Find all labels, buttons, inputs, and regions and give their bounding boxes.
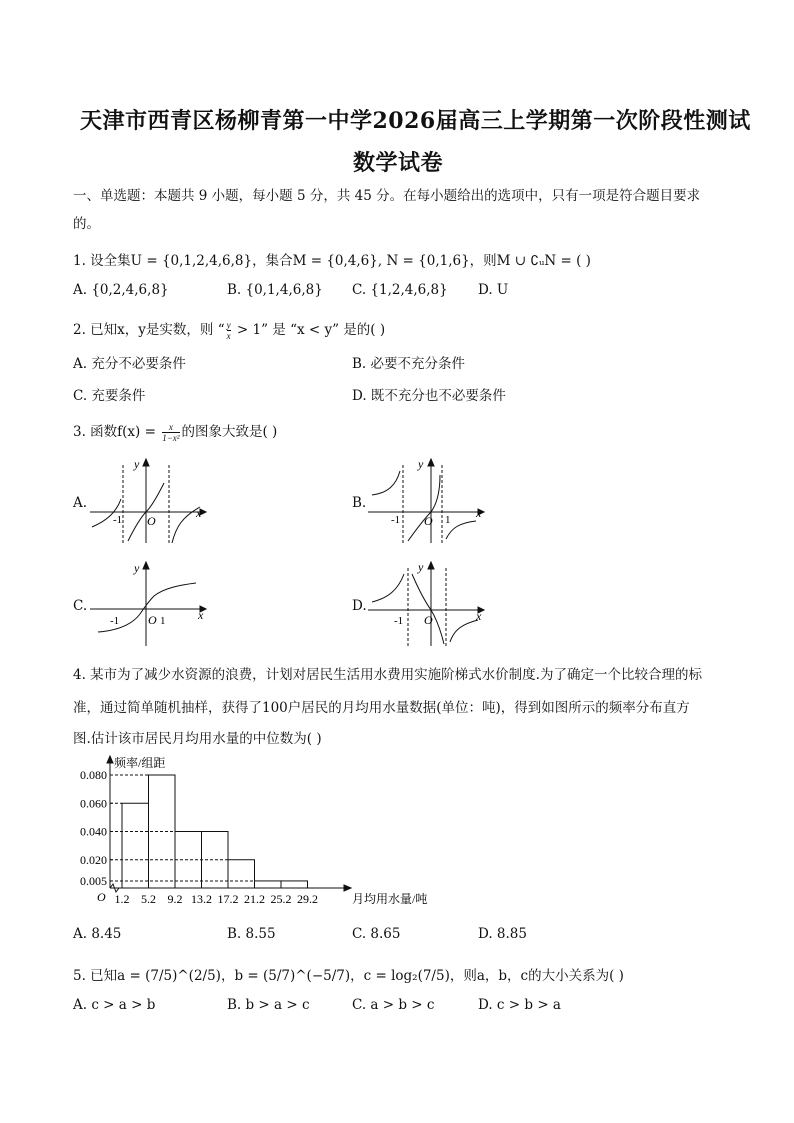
- q3-graph-b: [366, 455, 496, 545]
- label-neg1: -1: [391, 514, 401, 526]
- q2-option-c: C. 充要条件: [73, 388, 146, 404]
- label-y: y: [134, 561, 140, 575]
- label-x: x: [196, 506, 202, 520]
- q2-stem-pre: 2. 已知x，y是实数，则 “: [73, 322, 225, 338]
- y-tick-label: 0.005: [80, 873, 107, 888]
- q5-option-a: A. c > a > b: [73, 997, 156, 1013]
- question-1-stem: 1. 设全集U = {0,1,2,4,6,8}，集合M = {0,4,6}, N = {0,1,6}，则M ∪ ∁ᵤN = ( ): [73, 253, 591, 269]
- x-tick-label: 17.2: [217, 892, 239, 906]
- q5-option-c: C. a > b > c: [352, 997, 435, 1013]
- q3-stem-pre: 3. 函数f(x) =: [73, 424, 161, 440]
- q3-fraction: [162, 422, 179, 443]
- q2-option-a: A. 充分不必要条件: [73, 356, 186, 372]
- y-tick-label: 0.020: [80, 852, 107, 867]
- histogram-bar: [228, 860, 255, 888]
- q2-option-d: D. 既不充分也不必要条件: [352, 388, 506, 404]
- label-1: 1: [445, 514, 451, 526]
- curve-left: [372, 471, 400, 495]
- y-axis-arrow: [107, 756, 113, 763]
- q4-option-d: D. 8.85: [478, 926, 527, 942]
- label-neg1: -1: [113, 514, 123, 526]
- label-x: x: [476, 609, 482, 623]
- paper-title-line2: 数学试卷: [353, 150, 444, 176]
- question-4-line2: 准，通过简单随机抽样，获得了100户居民的月均用水量数据(单位：吨)，得到如图所示的频率分布直方: [73, 700, 690, 716]
- question-4-line1: 4. 某市为了减少水资源的浪费，计划对居民生活用水费用实施阶梯式水价制度.为了确定一个比较合理的标: [73, 667, 702, 683]
- q2-stem-post: > 1” 是 “x < y” 是的( ): [232, 322, 386, 338]
- question-4-line3: 图.估计该市居民月均用水量的中位数为( ): [73, 731, 322, 747]
- label-1: 1: [160, 615, 166, 627]
- curve-right: [450, 620, 478, 642]
- x-tick-label: 1.2: [114, 892, 130, 906]
- label-o: O: [424, 613, 433, 627]
- q3-graph-b-label: B.: [352, 495, 367, 511]
- frequency-histogram: [70, 753, 430, 913]
- q4-option-b: B. 8.55: [227, 926, 276, 942]
- q1-option-a: A. {0,2,4,6,8}: [73, 282, 169, 298]
- label-o: O: [148, 613, 157, 627]
- y-tick-label: 0.040: [80, 824, 107, 839]
- q3-graph-d-label: D.: [352, 598, 367, 614]
- x-tick-label: 21.2: [244, 892, 265, 906]
- q2-option-b: B. 必要不充分条件: [352, 356, 466, 372]
- x-axis-title: 月均用水量/吨: [352, 892, 428, 906]
- histogram-bar: [122, 803, 149, 888]
- q3-stem-post: 的图象大致是( ): [181, 424, 278, 440]
- q1-option-c: C. {1,2,4,6,8}: [352, 282, 448, 298]
- histogram-bar: [281, 881, 308, 888]
- paper-title-line1: 天津市西青区杨柳青第一中学2026届高三上学期第一次阶段性测试: [80, 108, 751, 134]
- q3-graph-c: [88, 558, 218, 648]
- q5-option-b: B. b > a > c: [227, 997, 310, 1013]
- x-tick-label: 25.2: [270, 892, 292, 906]
- x-tick-label: 29.2: [297, 892, 318, 906]
- label-neg1: -1: [394, 615, 404, 627]
- q2-frac-den: x: [226, 331, 231, 341]
- q1-option-d: D. U: [478, 282, 509, 298]
- y-tick-label: 0.060: [80, 796, 107, 811]
- x-tick-label: 5.2: [141, 892, 156, 906]
- q5-option-d: D. c > b > a: [478, 997, 561, 1013]
- y-axis-arrow: [143, 562, 149, 569]
- x-axis-arrow: [344, 885, 351, 891]
- q3-graph-d: [366, 558, 496, 648]
- question-2-stem: [73, 318, 385, 341]
- label-neg1: -1: [110, 615, 120, 627]
- label-x: x: [476, 506, 482, 520]
- q3-frac-num: x: [162, 422, 179, 433]
- q4-option-c: C. 8.65: [352, 926, 401, 942]
- label-x: x: [198, 608, 204, 622]
- label-y: y: [134, 457, 140, 471]
- curve-left: [372, 574, 404, 602]
- y-axis-arrow: [143, 459, 149, 466]
- question-5-stem: 5. 已知a = (7/5)^(2/5)，b = (5/7)^(−5/7)，c = log₂(7/5)，则a，b，c的大小关系为( ): [73, 968, 624, 984]
- label-o: O: [147, 514, 156, 528]
- curve-middle: [412, 574, 444, 644]
- x-tick-label: 9.2: [167, 892, 183, 906]
- q3-graph-a-label: A.: [73, 495, 88, 511]
- label-y: y: [418, 560, 424, 574]
- y-axis-arrow: [428, 459, 434, 466]
- label-o: O: [424, 514, 433, 528]
- q4-option-a: A. 8.45: [73, 926, 122, 942]
- y-axis-arrow: [428, 562, 434, 569]
- section-heading-line2: 的。: [73, 216, 100, 232]
- histogram-bar: [255, 881, 282, 888]
- q3-graph-a: [88, 455, 218, 545]
- q2-frac-num: y: [226, 320, 231, 330]
- section-heading-line1: 一、单选题：本题共 9 小题，每小题 5 分，共 45 分。在每小题给出的选项中，只有一项是符合题目要求: [73, 188, 701, 204]
- origin-label: O: [97, 890, 106, 904]
- q3-frac-den: 1−x²: [162, 433, 180, 443]
- label-y: y: [418, 457, 424, 471]
- x-tick-label: 13.2: [191, 892, 212, 906]
- q2-fraction: [227, 320, 231, 341]
- q3-graph-c-label: C.: [73, 598, 88, 614]
- y-axis-title: 频率/组距: [114, 756, 166, 770]
- y-tick-label: 0.080: [80, 768, 107, 782]
- question-3-stem: [73, 420, 277, 443]
- q1-option-b: B. {0,1,4,6,8}: [227, 282, 323, 298]
- curve-middle: [408, 475, 440, 541]
- curve-right: [446, 521, 476, 539]
